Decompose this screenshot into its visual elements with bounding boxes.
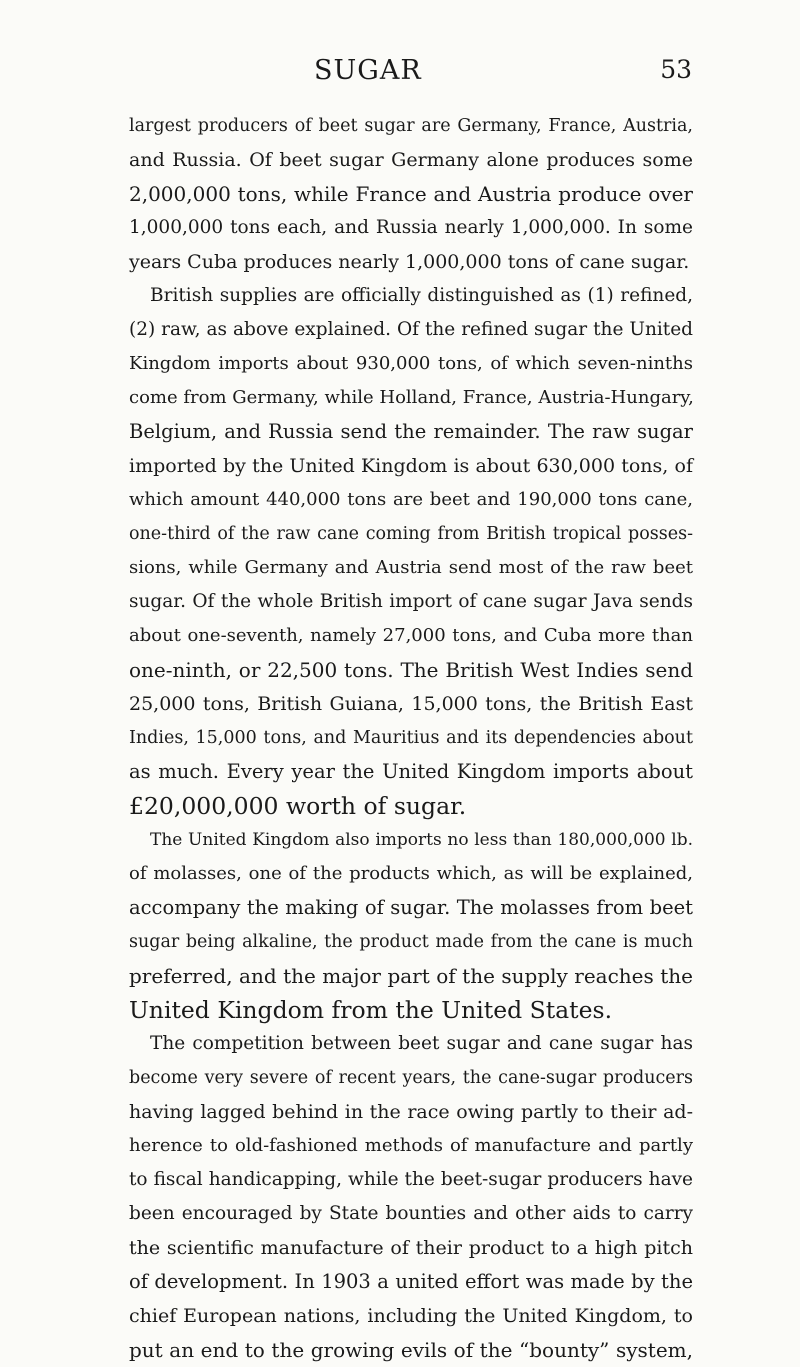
text-line: accompany the making of sugar. The molasses from beet — [129, 896, 693, 919]
running-head: SUGAR — [314, 55, 422, 86]
page-header — [0, 55, 800, 95]
text-line: become very severe of recent years, the cane-sugar producers — [129, 1068, 693, 1088]
text-line: one-third of the raw cane coming from British tropical posses- — [129, 524, 693, 544]
text-line: 1,000,000 tons each, and Russia nearly 1,000,000. In some — [129, 217, 693, 238]
text-line: years Cuba produces nearly 1,000,000 tons of cane sugar. — [129, 251, 690, 273]
text-line: the scientific manufacture of their product to a high pitch — [129, 1237, 693, 1259]
text-line: The United Kingdom also imports no less than 180,000,000 lb. — [150, 830, 693, 850]
text-line: Kingdom imports about 930,000 tons, of which seven-ninths — [129, 353, 693, 374]
text-line: which amount 440,000 tons are beet and 190,000 tons cane, — [129, 489, 693, 510]
text-line: largest producers of beet sugar are Germany, France, Austria, — [129, 116, 693, 136]
text-line: come from Germany, while Holland, France, Austria-Hungary, — [129, 387, 694, 408]
text-line: Indies, 15,000 tons, and Mauritius and its dependencies about — [129, 728, 693, 748]
text-line: Belgium, and Russia send the remainder. The raw sugar — [129, 420, 693, 443]
text-line: sugar. Of the whole British import of cane sugar Java sends — [129, 591, 693, 612]
text-line: preferred, and the major part of the supply reaches the — [129, 964, 693, 988]
text-line: of molasses, one of the products which, as will be explained, — [129, 863, 693, 884]
text-line: of development. In 1903 a united effort was made by the — [129, 1270, 693, 1293]
text-line: about one-seventh, namely 27,000 tons, and Cuba more than — [129, 625, 693, 646]
text-line: having lagged behind in the race owing partly to their ad- — [129, 1101, 693, 1123]
text-line: put an end to the growing evils of the “bounty” system, — [129, 1338, 693, 1362]
text-line: herence to old-fashioned methods of manufacture and partly — [129, 1135, 693, 1156]
text-line: sions, while Germany and Austria send most of the raw beet — [129, 557, 693, 578]
text-line: imported by the United Kingdom is about 630,000 tons, of — [129, 455, 693, 477]
text-line: The competition between beet sugar and cane sugar has — [150, 1033, 693, 1054]
text-line: been encouraged by State bounties and other aids to carry — [129, 1203, 693, 1224]
text-line: as much. Every year the United Kingdom imports about — [129, 760, 693, 783]
text-line: to fiscal handicapping, while the beet-sugar producers have — [129, 1169, 693, 1190]
text-line: and Russia. Of beet sugar Germany alone produces some — [129, 149, 693, 171]
text-line: 2,000,000 tons, while France and Austria produce over — [129, 182, 693, 206]
text-line: sugar being alkaline, the product made from the cane is much — [129, 932, 693, 952]
text-line: chief European nations, including the United Kingdom, to — [129, 1305, 693, 1327]
page-number: 53 — [660, 55, 692, 84]
text-line: British supplies are officially distinguished as (1) refined, — [150, 285, 693, 306]
text-line: United Kingdom from the United States. — [129, 996, 613, 1024]
text-line: (2) raw, as above explained. Of the refined sugar the United — [129, 319, 693, 340]
text-line: £20,000,000 worth of sugar. — [129, 792, 467, 820]
text-line: one-ninth, or 22,500 tons. The British West Indies send — [129, 658, 693, 682]
text-line: 25,000 tons, British Guiana, 15,000 tons, the British East — [129, 693, 693, 715]
